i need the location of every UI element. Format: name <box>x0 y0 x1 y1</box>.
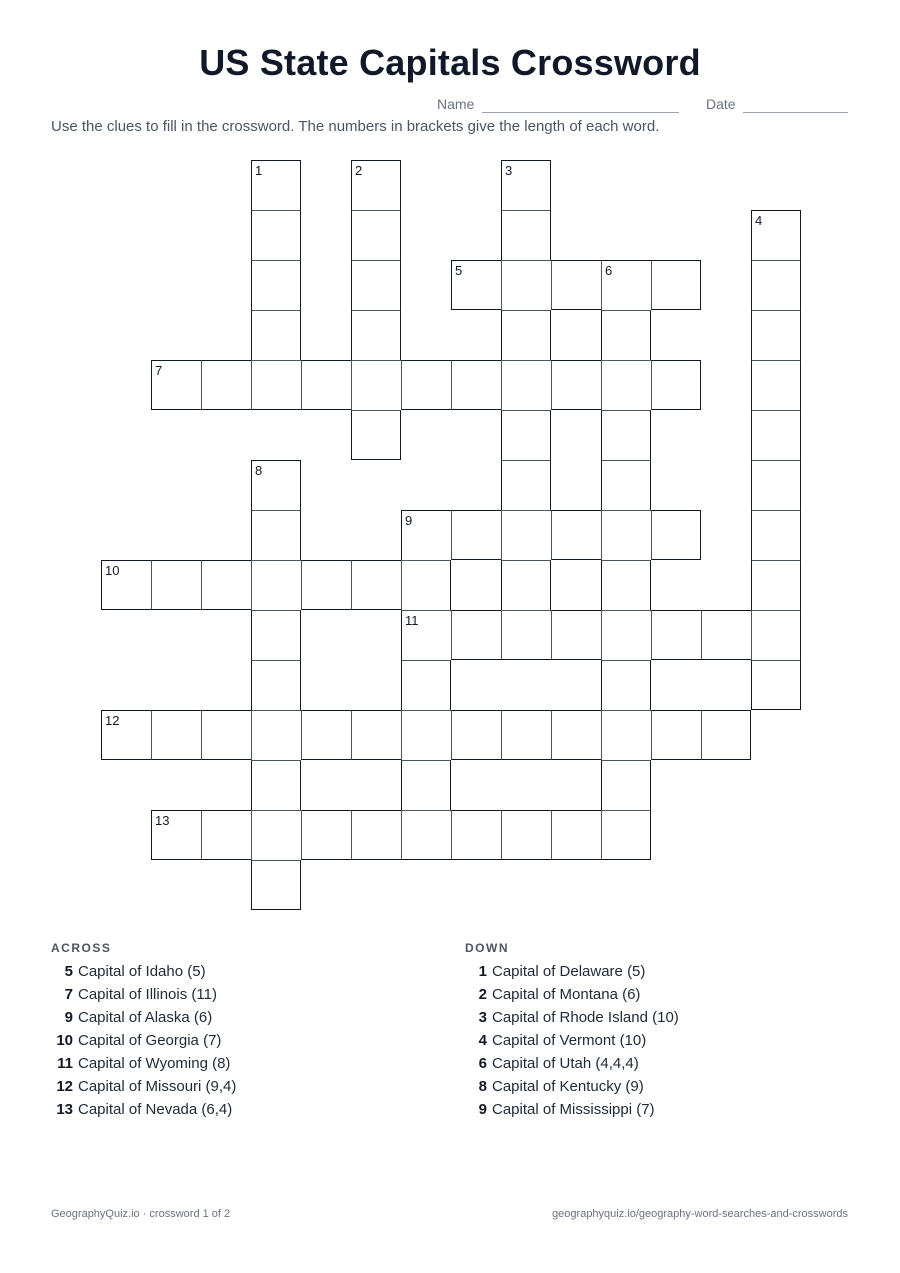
clue-number: 11 <box>57 1055 73 1072</box>
clue-number: 2 <box>478 986 487 1003</box>
grid-cell[interactable] <box>351 310 401 360</box>
grid-cell[interactable] <box>601 710 651 760</box>
grid-cell[interactable] <box>501 460 551 510</box>
grid-cell[interactable] <box>751 610 801 660</box>
clue-number: 12 <box>56 1078 73 1095</box>
grid-cell[interactable] <box>501 260 551 310</box>
grid-cell[interactable] <box>351 560 401 610</box>
grid-cell[interactable] <box>601 310 651 360</box>
grid-cell[interactable] <box>401 810 451 860</box>
grid-cell[interactable] <box>251 360 301 410</box>
grid-cell[interactable] <box>251 810 301 860</box>
grid-cell[interactable] <box>401 360 451 410</box>
clue-text: Capital of Rhode Island (10) <box>492 1009 679 1026</box>
grid-cell[interactable] <box>701 610 751 660</box>
grid-cell[interactable] <box>451 360 501 410</box>
grid-cell[interactable] <box>751 660 801 710</box>
grid-cell[interactable] <box>751 410 801 460</box>
grid-cell[interactable] <box>151 560 201 610</box>
grid-cell[interactable] <box>351 210 401 260</box>
clue-number: 10 <box>56 1032 73 1049</box>
grid-cell[interactable] <box>301 560 351 610</box>
grid-cell[interactable] <box>551 810 601 860</box>
across-clue <box>51 963 236 986</box>
down-clue <box>465 986 679 1009</box>
cell-number: 13 <box>155 813 170 828</box>
grid-cell[interactable] <box>601 260 651 310</box>
grid-cell[interactable] <box>651 710 701 760</box>
grid-cell[interactable] <box>251 460 301 510</box>
grid-cell[interactable] <box>601 360 651 410</box>
down-clue <box>465 963 679 986</box>
grid-cell[interactable] <box>251 660 301 710</box>
grid-cell[interactable] <box>751 560 801 610</box>
grid-cell[interactable] <box>251 260 301 310</box>
name-field[interactable] <box>482 112 679 113</box>
grid-cell[interactable] <box>251 160 301 210</box>
grid-cell[interactable] <box>651 360 701 410</box>
clue-number: 9 <box>64 1009 73 1026</box>
clue-number: 3 <box>478 1009 487 1026</box>
grid-cell[interactable] <box>301 710 351 760</box>
clue-text: Capital of Nevada (6,4) <box>78 1101 233 1118</box>
date-field[interactable] <box>743 112 848 113</box>
clue-number: 6 <box>478 1055 487 1072</box>
grid-cell[interactable] <box>401 660 451 710</box>
cell-number: 5 <box>455 263 463 278</box>
grid-cell[interactable] <box>201 810 251 860</box>
grid-cell[interactable] <box>551 510 601 560</box>
grid-cell[interactable] <box>301 810 351 860</box>
cell-number: 3 <box>505 163 513 178</box>
grid-cell[interactable] <box>451 610 501 660</box>
grid-cell[interactable] <box>251 210 301 260</box>
grid-cell[interactable] <box>101 710 151 760</box>
grid-cell[interactable] <box>551 360 601 410</box>
grid-cell[interactable] <box>401 710 451 760</box>
grid-cell[interactable] <box>501 210 551 260</box>
grid-cell[interactable] <box>251 710 301 760</box>
clue-text: Capital of Mississippi (7) <box>492 1101 655 1118</box>
grid-cell[interactable] <box>651 610 701 660</box>
grid-cell[interactable] <box>751 360 801 410</box>
down-clue <box>465 1101 679 1124</box>
instructions: Use the clues to fill in the crossword. The numbers in brackets give the length of each word. <box>51 118 660 135</box>
grid-cell[interactable] <box>501 360 551 410</box>
clue-text: Capital of Illinois (11) <box>78 986 217 1003</box>
grid-cell[interactable] <box>251 560 301 610</box>
clue-text: Capital of Kentucky (9) <box>492 1078 644 1095</box>
across-heading: ACROSS <box>51 941 112 955</box>
clue-text: Capital of Alaska (6) <box>78 1009 213 1026</box>
grid-cell[interactable] <box>601 660 651 710</box>
grid-cell[interactable] <box>401 510 451 560</box>
grid-cell[interactable] <box>601 760 651 810</box>
grid-cell[interactable] <box>151 360 201 410</box>
down-clue <box>465 1032 679 1055</box>
grid-cell[interactable] <box>151 710 201 760</box>
grid-cell[interactable] <box>501 160 551 210</box>
grid-cell[interactable] <box>351 410 401 460</box>
grid-cell[interactable] <box>451 260 501 310</box>
across-clue <box>51 1101 236 1124</box>
page-title: US State Capitals Crossword <box>199 42 701 83</box>
clue-number: 4 <box>478 1032 487 1049</box>
grid-cell[interactable] <box>751 510 801 560</box>
grid-cell[interactable] <box>551 710 601 760</box>
name-date-row <box>0 96 848 116</box>
grid-cell[interactable] <box>501 610 551 660</box>
grid-cell[interactable] <box>451 710 501 760</box>
grid-cell[interactable] <box>401 610 451 660</box>
grid-cell[interactable] <box>501 410 551 460</box>
cell-number: 11 <box>405 613 419 628</box>
grid-cell[interactable] <box>151 810 201 860</box>
grid-cell[interactable] <box>201 560 251 610</box>
across-clues <box>51 941 236 1124</box>
grid-cell[interactable] <box>501 560 551 610</box>
grid-cell[interactable] <box>201 710 251 760</box>
clue-text: Capital of Idaho (5) <box>78 963 206 980</box>
grid-cell[interactable] <box>751 310 801 360</box>
clue-text: Capital of Vermont (10) <box>492 1032 647 1049</box>
cell-number: 2 <box>355 163 363 178</box>
grid-cell[interactable] <box>251 610 301 660</box>
grid-cell[interactable] <box>751 460 801 510</box>
clue-number: 13 <box>56 1101 73 1118</box>
down-clue <box>465 1078 679 1101</box>
footer-url: geographyquiz.io/geography-word-searches-and-crosswords <box>552 1208 848 1220</box>
grid-cell[interactable] <box>601 810 651 860</box>
grid-cell[interactable] <box>451 810 501 860</box>
grid-cell[interactable] <box>751 210 801 260</box>
grid-cell[interactable] <box>451 510 501 560</box>
grid-cell[interactable] <box>351 710 401 760</box>
across-clue <box>51 1032 236 1055</box>
grid-cell[interactable] <box>351 810 401 860</box>
clue-number: 9 <box>478 1101 487 1118</box>
grid-cell[interactable] <box>601 460 651 510</box>
clue-text: Capital of Wyoming (8) <box>78 1055 231 1072</box>
cell-number: 6 <box>605 263 613 278</box>
cell-number: 10 <box>105 563 120 578</box>
grid-cell[interactable] <box>501 310 551 360</box>
grid-cell[interactable] <box>501 710 551 760</box>
cell-number: 7 <box>155 363 163 378</box>
grid-cell[interactable] <box>501 510 551 560</box>
clue-number: 7 <box>64 986 73 1003</box>
clue-text: Capital of Georgia (7) <box>78 1032 222 1049</box>
date-label: Date <box>706 96 736 112</box>
grid-cell[interactable] <box>351 260 401 310</box>
grid-cell[interactable] <box>301 360 351 410</box>
cell-number: 12 <box>105 713 120 728</box>
across-clue <box>51 1055 236 1078</box>
grid-cell[interactable] <box>101 560 151 610</box>
across-clue <box>51 986 236 1009</box>
grid-cell[interactable] <box>551 610 601 660</box>
cell-number: 4 <box>755 213 763 228</box>
grid-cell[interactable] <box>701 710 751 760</box>
grid-cell[interactable] <box>601 510 651 560</box>
grid-cell[interactable] <box>601 610 651 660</box>
grid-cell[interactable] <box>751 260 801 310</box>
down-clue <box>465 1009 679 1032</box>
cell-number: 9 <box>405 513 413 528</box>
grid-cell[interactable] <box>651 510 701 560</box>
clue-number: 5 <box>64 963 73 980</box>
cell-number: 1 <box>255 163 263 178</box>
down-clue <box>465 1055 679 1078</box>
grid-cell[interactable] <box>601 560 651 610</box>
grid-cell[interactable] <box>551 260 601 310</box>
clue-text: Capital of Delaware (5) <box>492 963 646 980</box>
grid-cell[interactable] <box>601 410 651 460</box>
down-clues <box>465 941 679 1124</box>
footer-left: GeographyQuiz.io · crossword 1 of 2 <box>51 1208 231 1220</box>
clue-number: 1 <box>478 963 487 980</box>
across-clue <box>51 1009 236 1032</box>
grid-cell[interactable] <box>351 160 401 210</box>
name-label: Name <box>437 96 475 112</box>
clue-number: 8 <box>478 1078 487 1095</box>
grid-cell[interactable] <box>401 560 451 610</box>
grid-cell[interactable] <box>251 510 301 560</box>
across-clue <box>51 1078 236 1101</box>
grid-cell[interactable] <box>501 810 551 860</box>
down-heading: DOWN <box>465 941 509 955</box>
clue-text: Capital of Missouri (9,4) <box>78 1078 237 1095</box>
cell-number: 8 <box>255 463 263 478</box>
grid-cell[interactable] <box>251 760 301 810</box>
clue-text: Capital of Utah (4,4,4) <box>492 1055 639 1072</box>
grid-cell[interactable] <box>651 260 701 310</box>
grid-cell[interactable] <box>251 310 301 360</box>
grid-cell[interactable] <box>201 360 251 410</box>
grid-cell[interactable] <box>351 360 401 410</box>
clue-text: Capital of Montana (6) <box>492 986 641 1003</box>
grid-cell[interactable] <box>401 760 451 810</box>
grid-cell[interactable] <box>251 860 301 910</box>
